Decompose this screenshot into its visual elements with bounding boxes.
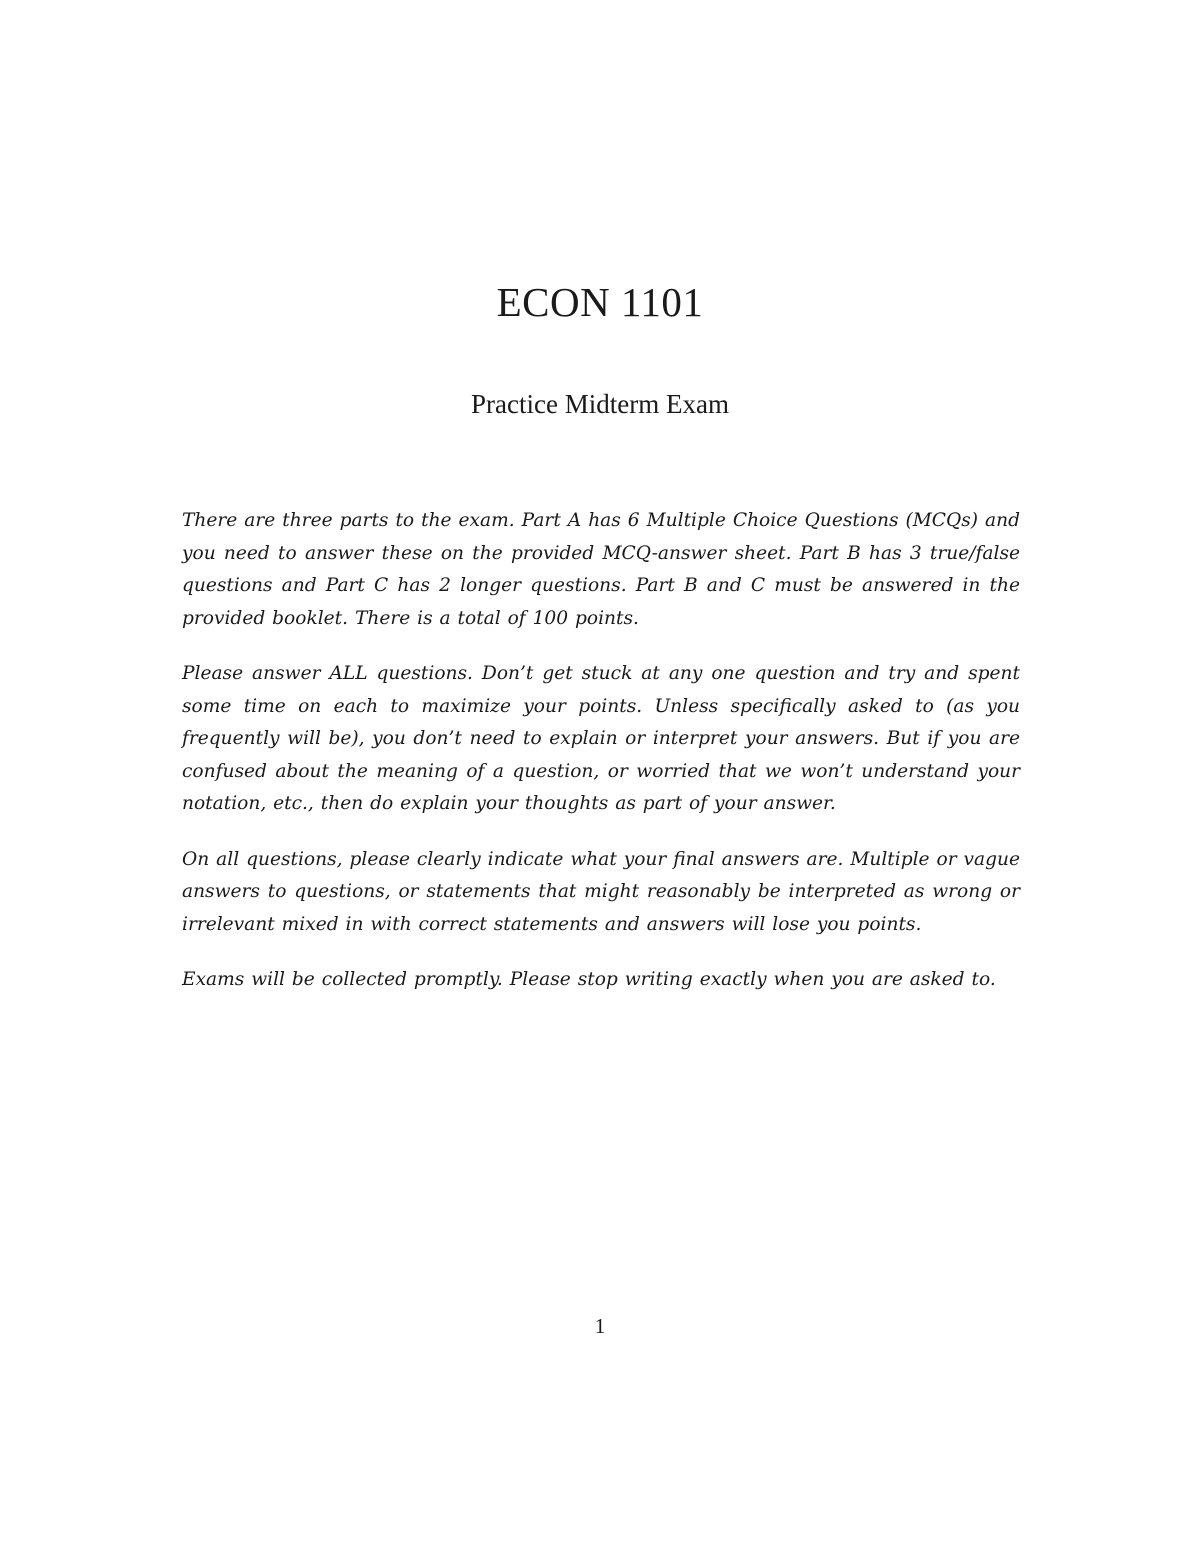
document-title: ECON 1101 (496, 279, 704, 325)
document-subtitle: Practice Midterm Exam (471, 389, 729, 419)
instruction-paragraph-parts: There are three parts to the exam. Part A has 6 Multiple Choice Questions (MCQs) and you need to answer these on the provided MCQ-answer sheet. Part B has 3 true/false questions and Part C has 2 longer questions. Part B and C must be answered in the provided booklet. There is a total of 100 points. (182, 510, 1020, 629)
page-number: 1 (594, 1314, 606, 1338)
exam-instructions (182, 505, 1020, 1020)
instruction-paragraph-collection: Exams will be collected promptly. Please stop writing exactly when you are asked to. (182, 969, 996, 990)
instruction-paragraph-answering: Please answer ALL questions. Don’t get stuck at any one question and try and spent some time on each to maximize your points. Unless specifically asked to (as you frequently will be), you don’t need to explain or interpret your answers. But if you are confused about the meaning of a question, or worried that we won’t understand your notation, etc., then do explain your thoughts as part of your answer. (182, 663, 1020, 814)
instruction-paragraph-final-answers: On all questions, please clearly indicate what your final answers are. Multiple or vague answers to questions, or statements that might reasonably be interpreted as wrong or irrelevant mixed in with correct statements and answers will lose you points. (182, 848, 1020, 935)
